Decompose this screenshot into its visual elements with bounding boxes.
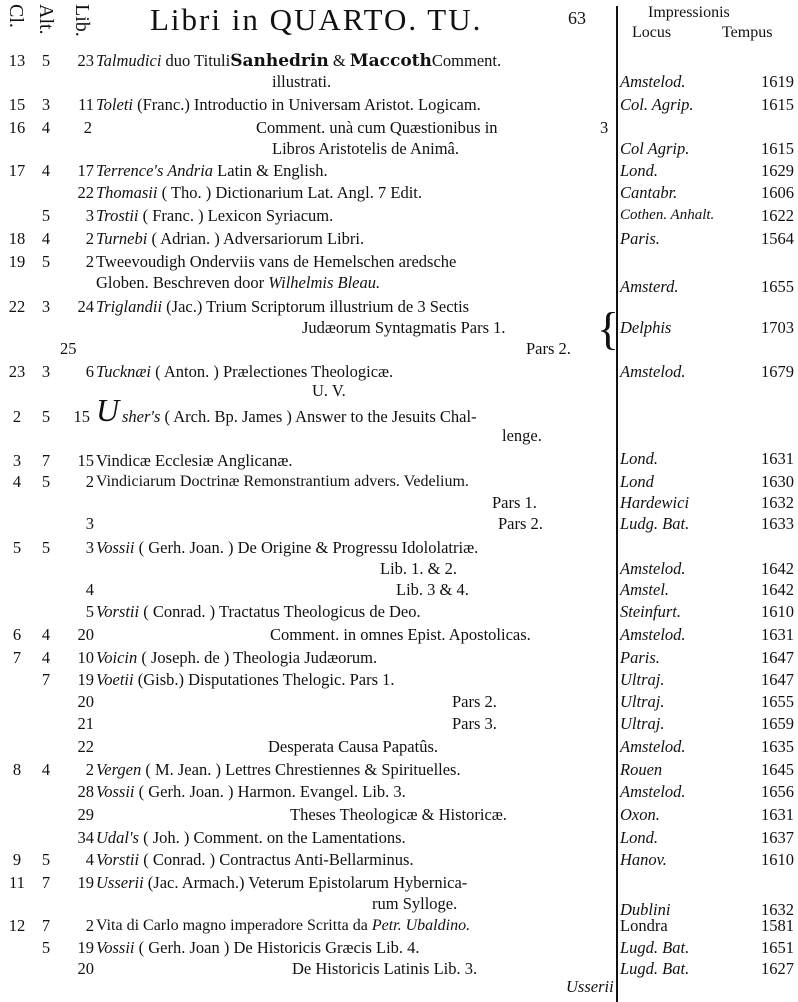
entry-title: Vorstii ( Conrad. ) Tractatus Theologicus de Deo. <box>96 602 421 621</box>
catalogue-entry-cont <box>0 338 798 361</box>
class-number: 19 <box>8 252 26 271</box>
part-label: Pars 1. <box>492 493 537 512</box>
entry-title-cont: rum Sylloge. <box>372 894 458 913</box>
catalogue-entry-cont <box>0 804 798 827</box>
lib-number: 4 <box>85 850 94 869</box>
catalogue-entry-cont <box>0 71 798 94</box>
entry-title: Vossii ( Gerh. Joan. ) De Origine & Progressu Idololatriæ. <box>96 538 479 557</box>
place: Lugd. Bat. <box>620 938 690 957</box>
lib-number: 34 <box>77 828 94 847</box>
entry-title: Voetii (Gisb.) Disputationes Thelogic. Pars 1. <box>96 670 395 689</box>
entry-title: Tweevoudigh Onderviis vans de Hemelschen aredsche <box>96 252 457 271</box>
alt-number: 4 <box>41 229 51 248</box>
entry-title-cont: Libros Aristotelis de Animâ. <box>272 139 459 158</box>
alt-number: 3 <box>41 362 51 381</box>
catalogue-entry-cont <box>0 558 798 581</box>
year: 1629 <box>761 161 794 180</box>
year: 1632 <box>761 493 794 512</box>
entry-title: Tucknæi ( Anton. ) Prælectiones Theologicæ. <box>96 362 394 381</box>
class-number: 11 <box>9 873 25 892</box>
catchword: Usserii <box>566 977 614 996</box>
catalogue-entry <box>0 296 798 319</box>
entry-title: Vossii ( Gerh. Joan ) De Historicis Græcis Lib. 4. <box>96 938 420 957</box>
catalogue-entry <box>0 915 798 938</box>
year: 1631 <box>761 625 794 644</box>
year: 1564 <box>761 229 794 248</box>
year: 1659 <box>761 714 794 733</box>
header-lib-label: Lib. <box>71 4 93 37</box>
alt-number: 5 <box>41 206 51 225</box>
catalogue-entry <box>0 781 798 804</box>
catalogue-entry-cont <box>0 713 798 736</box>
place: Steinfurt. <box>620 602 681 621</box>
class-number: 15 <box>8 95 26 114</box>
alt-number: 4 <box>41 118 51 137</box>
place: Amstelod. <box>620 782 686 801</box>
alt-number: 4 <box>41 161 51 180</box>
catalogue-entry <box>0 450 798 473</box>
entry-title: Turnebi ( Adrian. ) Adversariorum Libri. <box>96 229 365 248</box>
entry-title: Thomasii ( Tho. ) Dictionarium Lat. Angl. 7 Edit. <box>96 183 423 202</box>
brace-mark: { <box>597 303 620 354</box>
catalogue-entry-cont <box>0 272 798 295</box>
lib-number: 21 <box>77 714 94 733</box>
entry-title-cont: Theses Theologicæ & Historicæ. <box>290 805 507 824</box>
year: 1635 <box>761 737 794 756</box>
catalogue-entry <box>0 624 798 647</box>
alt-number: 4 <box>41 648 51 667</box>
place: Amstelod. <box>620 362 686 381</box>
place: Ultraj. <box>620 670 665 689</box>
header-locus: Locus <box>632 24 672 41</box>
year: 1615 <box>761 95 794 114</box>
catalogue-entry-cont <box>0 492 798 515</box>
entry-title: Vindiciarum Doctrinæ Remonstrantium advers. Vedelium. <box>96 473 469 490</box>
class-number: 3 <box>12 451 22 470</box>
alt-number: 3 <box>41 95 51 114</box>
lib-number: 4 <box>85 580 94 599</box>
place: Cothen. Anhalt. <box>620 207 715 223</box>
year: 1631 <box>761 449 794 468</box>
catalogue-entry <box>0 228 798 251</box>
place: Lond. <box>620 449 659 468</box>
entry-title: Vita di Carlo magno imperadore Scritta da Petr. Ubaldino. <box>96 917 471 934</box>
page-title: Libri in QUARTO. TU. <box>150 2 483 37</box>
header-impressionis: Impressionis <box>648 4 730 21</box>
entry-title-cont: Globen. Beschreven door Wilhelmis Bleau. <box>96 273 381 292</box>
place: Amstelod. <box>620 625 686 644</box>
volumes-number: 3 <box>600 118 609 137</box>
part-label: Pars 2. <box>498 514 543 533</box>
entry-title: Vossii ( Gerh. Joan. ) Harmon. Evangel. Lib. 3. <box>96 782 406 801</box>
entry-title: Talmudici duo TituliSanhedrin & MaccothComment. <box>96 51 502 71</box>
year: 1651 <box>761 938 794 957</box>
entry-title: Vorstii ( Conrad. ) Contractus Anti-Bellarminus. <box>96 850 414 869</box>
alt-number: 5 <box>41 51 51 70</box>
entry-title-cont: Judæorum Syntagmatis Pars 1. <box>302 318 506 337</box>
alt-number: 4 <box>41 760 51 779</box>
header-tempus: Tempus <box>722 24 773 41</box>
place: Lond <box>620 472 654 491</box>
place: Lugd. Bat. <box>620 959 690 978</box>
part-label: Pars 3. <box>452 714 497 733</box>
lib-number: 5 <box>85 602 94 621</box>
lib-number: 22 <box>77 183 94 202</box>
alt-number: 3 <box>41 297 51 316</box>
catalogue-entry <box>0 647 798 670</box>
lib-number: 10 <box>77 648 94 667</box>
entry-title-cont: illustrati. <box>272 72 332 91</box>
place: Londra <box>620 916 668 935</box>
lib-number: 20 <box>77 959 94 978</box>
entry-title: Udal's ( Joh. ) Comment. on the Lamentations. <box>96 828 406 847</box>
alt-number: 5 <box>41 472 51 491</box>
entry-title-cont: De Historicis Latinis Lib. 3. <box>292 959 478 978</box>
year: 1679 <box>761 362 794 381</box>
year: 1647 <box>761 648 794 667</box>
alt-number: 7 <box>41 873 51 892</box>
year: 1610 <box>761 850 794 869</box>
catalogue-entry-cont <box>0 691 798 714</box>
catalogue-entry <box>0 205 798 228</box>
lib-number: 3 <box>85 514 94 533</box>
catalogue-entry <box>0 50 798 73</box>
lib-number: 25 <box>60 339 77 358</box>
catchword-row <box>0 976 798 999</box>
catalogue-entry <box>0 537 798 560</box>
entry-title: sher's ( Arch. Bp. James ) Answer to the Jesuits Chal- <box>122 407 477 426</box>
place: Ludg. Bat. <box>620 514 690 533</box>
lib-number: 2 <box>85 916 94 935</box>
alt-number: 5 <box>41 850 51 869</box>
catalogue-entry <box>0 471 798 494</box>
lib-number: 29 <box>77 805 94 824</box>
catalogue-entry-cont <box>0 425 798 448</box>
class-number: 4 <box>12 472 22 491</box>
place: Oxon. <box>620 805 660 824</box>
catalogue-entry <box>0 849 798 872</box>
place: Amstelod. <box>620 559 686 578</box>
lib-number: 2 <box>85 229 94 248</box>
catalogue-entry-cont <box>0 138 798 161</box>
year: 1581 <box>761 916 794 935</box>
catalogue-entry-cont <box>0 579 798 602</box>
entry-title: Voicin ( Joseph. de ) Theologia Judæorum. <box>96 648 378 667</box>
year: 1647 <box>761 670 794 689</box>
year: 1627 <box>761 959 794 978</box>
lib-number: 2 <box>85 472 94 491</box>
alt-number: 7 <box>41 670 51 689</box>
place: Ultraj. <box>620 714 665 733</box>
place: Delphis <box>620 318 672 337</box>
lib-number: 20 <box>77 692 94 711</box>
alt-number: 5 <box>41 252 51 271</box>
section-letters: U. V. <box>312 381 346 400</box>
lib-number: 24 <box>77 297 94 316</box>
place: Amstelod. <box>620 737 686 756</box>
alt-number: 7 <box>41 451 51 470</box>
year: 1610 <box>761 602 794 621</box>
lib-number: 19 <box>77 670 94 689</box>
page-number: 63 <box>568 8 586 28</box>
lib-number: 2 <box>85 760 94 779</box>
catalogue-entry <box>0 182 798 205</box>
class-number: 16 <box>8 118 26 137</box>
lib-number: 2 <box>83 118 92 137</box>
year: 1630 <box>761 472 794 491</box>
catalogue-entry-cont <box>0 893 798 919</box>
place: Col Agrip. <box>620 139 690 158</box>
alt-number: 5 <box>41 407 51 426</box>
catalogue-entry <box>0 601 798 624</box>
lib-number: 15 <box>77 451 94 470</box>
place: Hanov. <box>620 850 667 869</box>
year: 1619 <box>761 72 794 91</box>
place: Rouen <box>620 760 663 779</box>
year: 1655 <box>761 277 794 296</box>
place: Ultraj. <box>620 692 665 711</box>
catalogue-entry <box>0 94 798 117</box>
catalogue-entry <box>0 160 798 183</box>
alt-number: 4 <box>41 625 51 644</box>
lib-number: 22 <box>77 737 94 756</box>
lib-number: 11 <box>78 95 94 114</box>
lib-number: 17 <box>77 161 94 180</box>
lib-number: 15 <box>73 407 90 426</box>
class-number: 5 <box>12 538 22 557</box>
catalogue-entry <box>0 669 798 692</box>
lib-number: 28 <box>77 782 94 801</box>
place: Lond. <box>620 161 659 180</box>
section-heading <box>0 380 798 403</box>
header-alt-label: Alt. <box>35 4 57 35</box>
catalogue-entry-cont <box>0 317 798 340</box>
class-number: 22 <box>8 297 26 316</box>
entry-title: Triglandii (Jac.) Trium Scriptorum illustrium de 3 Sectis <box>96 297 470 316</box>
class-number: 9 <box>12 850 22 869</box>
catalogue-entry <box>0 117 798 140</box>
year: 1631 <box>761 805 794 824</box>
class-number: 8 <box>12 760 22 779</box>
lib-number: 23 <box>77 51 94 70</box>
class-number: 13 <box>8 51 26 70</box>
alt-number: 7 <box>41 916 51 935</box>
place: Col. Agrip. <box>620 95 694 114</box>
place: Cantabr. <box>620 183 678 202</box>
year: 1642 <box>761 580 794 599</box>
lib-number: 6 <box>85 362 94 381</box>
place: Dublini <box>620 900 671 919</box>
lib-number: 3 <box>85 206 94 225</box>
part-label: Pars 2. <box>452 692 497 711</box>
catalogue-entry <box>0 872 798 895</box>
initial-letter: U <box>96 392 120 428</box>
entry-title: Trostii ( Franc. ) Lexicon Syriacum. <box>96 206 334 225</box>
place: Paris. <box>620 229 660 248</box>
header-class-label: Cl. <box>5 4 27 28</box>
place: Amstel. <box>620 580 670 599</box>
class-number: 2 <box>12 407 22 426</box>
class-number: 12 <box>8 916 26 935</box>
catalogue-entry <box>0 827 798 850</box>
alt-number: 5 <box>41 538 51 557</box>
lib-number: 19 <box>77 938 94 957</box>
lib-number: 20 <box>77 625 94 644</box>
year: 1642 <box>761 559 794 578</box>
part-label: Lib. 3 & 4. <box>396 580 469 599</box>
year: 1622 <box>761 206 794 225</box>
entry-title: Vergen ( M. Jean. ) Lettres Chrestiennes & Spirituelles. <box>96 760 461 779</box>
entry-title: Usserii (Jac. Armach.) Veterum Epistolarum Hybernica- <box>96 873 468 892</box>
year: 1615 <box>761 139 794 158</box>
year: 1606 <box>761 183 794 202</box>
year: 1632 <box>761 900 794 919</box>
entry-title: Toleti (Franc.) Introductio in Universam Aristot. Logicam. <box>96 95 481 114</box>
place: Lond. <box>620 828 659 847</box>
class-number: 6 <box>12 625 22 644</box>
catalogue-entry <box>0 251 798 274</box>
place: Amsterd. <box>620 277 679 296</box>
catalogue-entry <box>0 759 798 782</box>
class-number: 17 <box>8 161 26 180</box>
class-number: 18 <box>8 229 26 248</box>
year: 1637 <box>761 828 794 847</box>
entry-title: Vindicæ Ecclesiæ Anglicanæ. <box>96 451 293 470</box>
entry-title: Comment. in omnes Epist. Apostolicas. <box>270 625 531 644</box>
year: 1703 <box>761 318 794 337</box>
year: 1656 <box>761 782 794 801</box>
lib-number: 2 <box>85 252 94 271</box>
year: 1655 <box>761 692 794 711</box>
catalogue-entry-cont <box>0 736 798 759</box>
entry-title-cont: lenge. <box>502 426 542 445</box>
place: Paris. <box>620 648 660 667</box>
lib-number: 19 <box>77 873 94 892</box>
catalogue-entry <box>0 937 798 960</box>
part-label: Pars 2. <box>526 339 571 358</box>
year: 1633 <box>761 514 794 533</box>
year: 1645 <box>761 760 794 779</box>
alt-number: 5 <box>41 938 51 957</box>
entry-title: Terrence's Andria Latin & English. <box>96 161 328 180</box>
class-number: 7 <box>12 648 22 667</box>
entry-title-cont: Desperata Causa Papatûs. <box>268 737 438 756</box>
place: Amstelod. <box>620 72 686 91</box>
place: Hardewici <box>620 493 690 512</box>
entry-title: Comment. unà cum Quæstionibus in <box>256 118 498 137</box>
lib-number: 3 <box>85 538 94 557</box>
catalogue-entry-cont <box>0 513 798 536</box>
part-label: Lib. 1. & 2. <box>380 559 457 578</box>
class-number: 23 <box>8 362 26 381</box>
